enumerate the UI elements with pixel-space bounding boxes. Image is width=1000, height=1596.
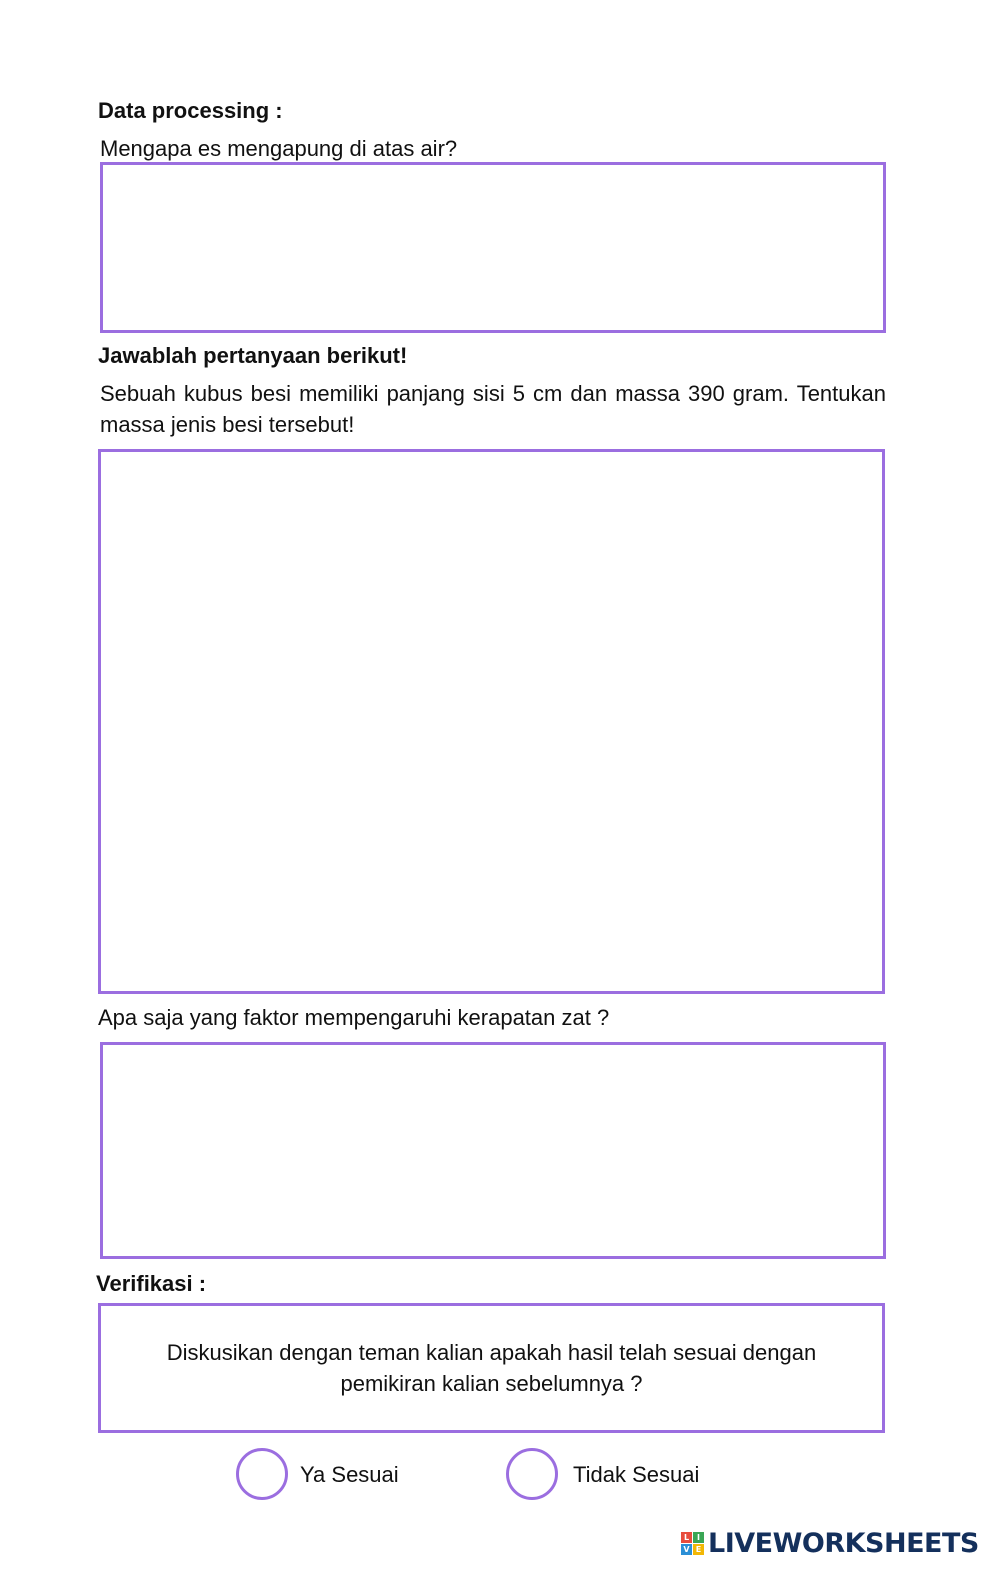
logo-letter: E [693, 1544, 704, 1555]
logo-letter: L [681, 1532, 692, 1543]
data-processing-heading: Data processing : [98, 98, 283, 123]
question-density-factors: Apa saja yang faktor mempengaruhi kerapatan zat ? [98, 1005, 610, 1030]
exercise-heading: Jawablah pertanyaan berikut! [98, 343, 408, 368]
liveworksheets-logo-text: LIVEWORKSHEETS [708, 1528, 979, 1559]
answer-box-ice-floats[interactable] [100, 162, 886, 333]
radio-label-ya-sesuai: Ya Sesuai [300, 1462, 399, 1487]
logo-letter: I [693, 1532, 704, 1543]
radio-label-tidak-sesuai: Tidak Sesuai [573, 1462, 700, 1487]
radio-ya-sesuai[interactable] [236, 1448, 288, 1500]
verification-prompt-box [98, 1303, 885, 1433]
verification-prompt-text: Diskusikan dengan teman kalian apakah hasil telah sesuai dengan pemikiran kalian sebelumnya ? [166, 1340, 817, 1396]
logo-letter: V [681, 1544, 692, 1555]
answer-box-iron-cube-density[interactable] [98, 449, 885, 994]
liveworksheets-logo-icon [681, 1532, 704, 1555]
question-ice-floats: Mengapa es mengapung di atas air? [100, 136, 458, 161]
question-iron-cube-density: Sebuah kubus besi memiliki panjang sisi 5 cm dan massa 390 gram. Tentukan massa jenis besi tersebut! [100, 381, 886, 437]
liveworksheets-logo [681, 1528, 979, 1559]
radio-tidak-sesuai[interactable] [506, 1448, 558, 1500]
verification-heading: Verifikasi : [96, 1271, 207, 1296]
answer-box-density-factors[interactable] [100, 1042, 886, 1259]
